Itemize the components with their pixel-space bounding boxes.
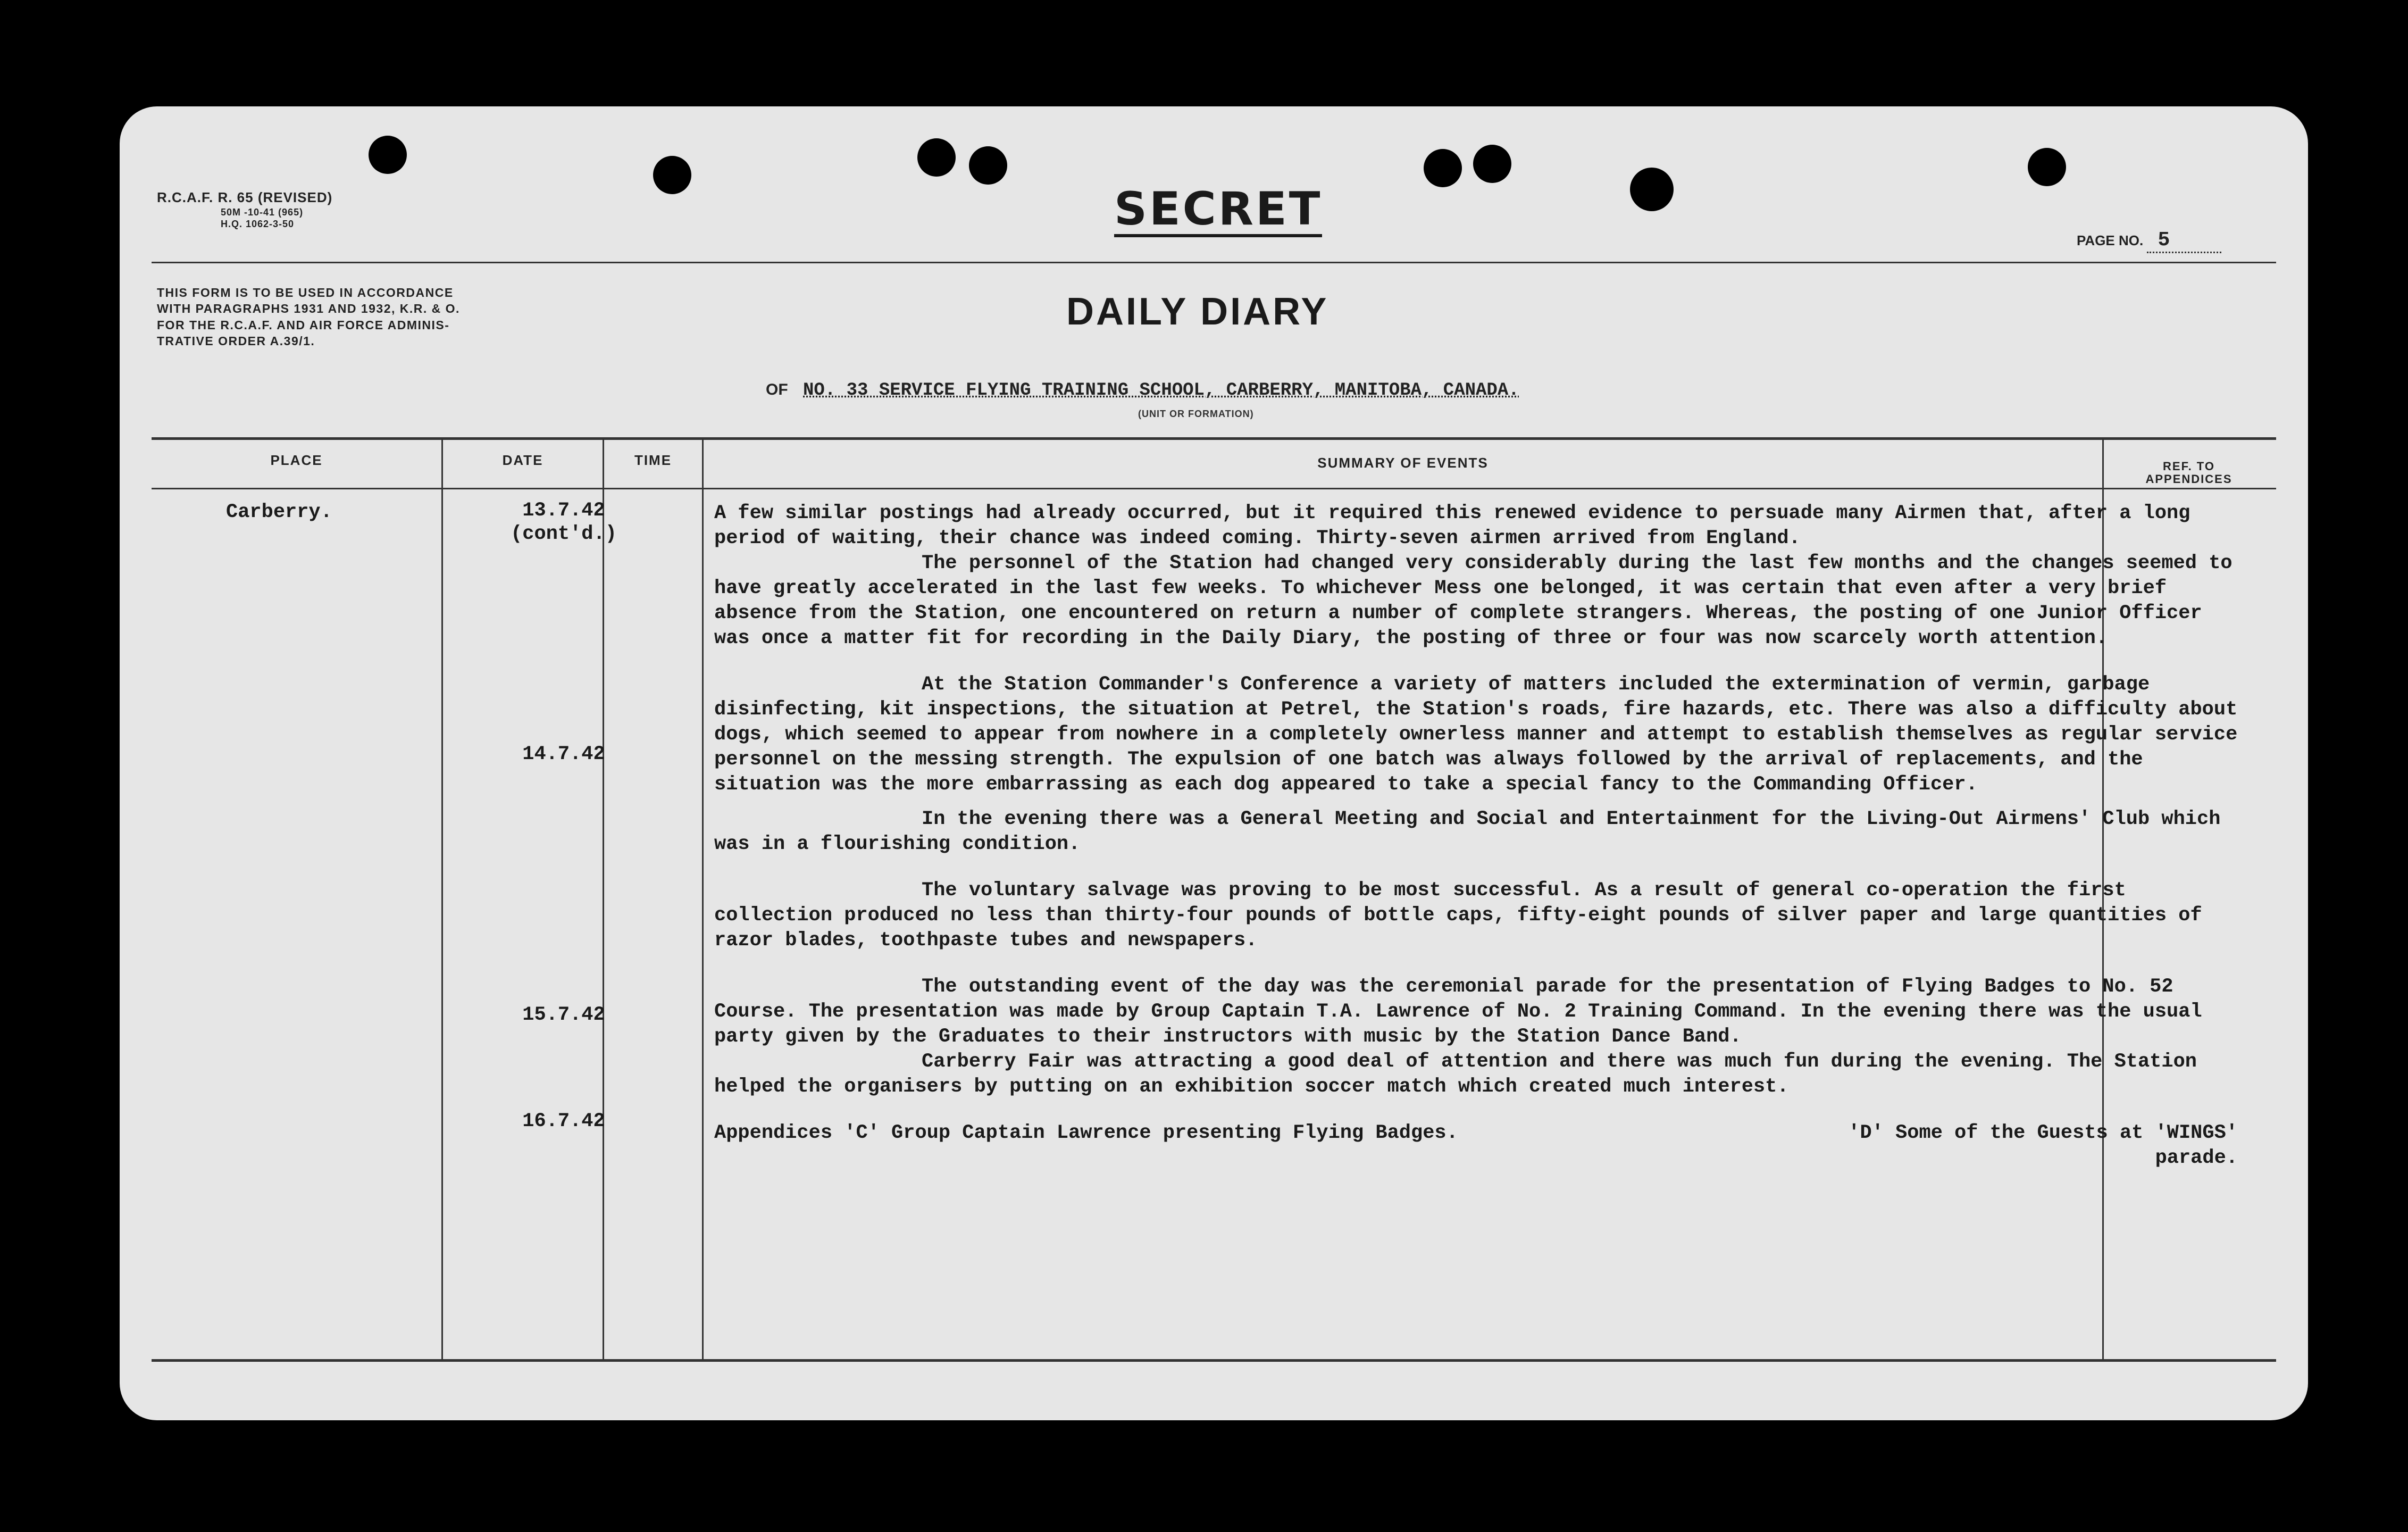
appendix-d-caption: 'D' Some of the Guests at 'WINGS' xyxy=(1848,1122,2238,1144)
punch-hole xyxy=(2028,148,2066,186)
classification-heading: SECRET xyxy=(1114,186,1322,237)
unit-name: NO. 33 SERVICE FLYING TRAINING SCHOOL, CARBERRY, MANITOBA, CANADA. xyxy=(803,380,1519,401)
punch-hole xyxy=(1473,145,1511,183)
column-header-rule xyxy=(152,488,2276,489)
summary-paragraph: In the evening there was a General Meeting and Social and Entertainment for the Living-Out Airmens' Club which was in a flourishing condition. xyxy=(714,808,2221,855)
column-header-ref-line: REF. TO xyxy=(2163,460,2215,473)
form-id-line: R.C.A.F. R. 65 (REVISED) xyxy=(157,189,333,205)
summary-of-events xyxy=(714,501,2238,1171)
date-continued: (cont'd.) xyxy=(511,523,617,545)
appendix-c-caption: Appendices 'C' Group Captain Lawrence presenting Flying Badges. xyxy=(714,1122,1458,1144)
column-divider xyxy=(603,437,604,1360)
page-title: DAILY DIARY xyxy=(1066,290,1329,333)
punch-hole xyxy=(369,136,407,174)
diary-form-card xyxy=(120,106,2308,1420)
page-number xyxy=(2077,229,2221,253)
column-header-place: PLACE xyxy=(270,452,323,468)
summary-paragraph: Carberry Fair was attracting a good deal of attention and there was much fun during the evening. The Station helped the organisers by putting on an exhibition soccer match which created much interest. xyxy=(714,1051,2197,1098)
date-cell: 15.7.42 xyxy=(522,1004,605,1026)
appendices-note xyxy=(714,1121,2238,1146)
form-note-line: TRATIVE ORDER A.39/1. xyxy=(157,334,315,348)
form-id-line: 50M -10-41 (965) xyxy=(221,206,304,218)
date-cell: 16.7.42 xyxy=(522,1110,605,1133)
unit-of-label: OF xyxy=(766,381,788,398)
unit-caption: (UNIT OR FORMATION) xyxy=(1138,409,1254,419)
form-identifier xyxy=(157,189,332,230)
appendix-d-continued: parade. xyxy=(2155,1147,2238,1169)
date-cell: 14.7.42 xyxy=(522,743,605,765)
punch-hole xyxy=(653,156,691,194)
summary-paragraph: The outstanding event of the day was the ceremonial parade for the presentation of Flying Badges to No. 52 Course. The presentation was made by Group Captain T.A. Lawrence of No. 2 Training Command. In the evening there was the usual party given by the Graduates to their instructors with music by the Station Dance Band. xyxy=(714,976,2202,1048)
column-header-summary: SUMMARY OF EVENTS xyxy=(1317,455,1489,471)
punch-hole xyxy=(1424,149,1462,187)
punch-hole xyxy=(969,146,1007,185)
page-number-label: PAGE NO. xyxy=(2077,232,2144,248)
header-rule xyxy=(152,262,2276,263)
summary-paragraph: At the Station Commander's Conference a variety of matters included the extermination of vermin, garbage disinfecting, kit inspections, the situation at Petrel, the Station's roads, fire hazards, etc. There was also a difficulty about dogs, which seemed to appear from nowhere in a completely ownerless manner and attempt to establish themselves as regular service personnel on the messing strength. The expulsion of one batch was always followed by the arrival of replacements, and the situation was the more embarrassing as each dog appeared to take a special fancy to the Commanding Officer. xyxy=(714,673,2238,796)
column-divider xyxy=(441,437,443,1360)
table-top-rule xyxy=(152,437,2276,440)
punch-hole xyxy=(1630,168,1674,211)
column-header-ref-appendices xyxy=(2104,460,2274,486)
column-header-time: TIME xyxy=(634,452,672,468)
punch-hole xyxy=(917,138,956,177)
form-note-line: FOR THE R.C.A.F. AND AIR FORCE ADMINIS- xyxy=(157,318,450,332)
column-divider xyxy=(702,437,704,1360)
form-usage-note xyxy=(157,285,561,349)
summary-paragraph: The personnel of the Station had changed very considerably during the last few months and the changes seemed to have greatly accelerated in the last few weeks. To whichever Mess one belonged, it was certain that even after a very brief absence from the Station, one encountered on return a number of complete strangers. Whereas, the posting of one Junior Officer was once a matter fit for recording in the Daily Diary, the posting of three or four was now scarcely worth attention. xyxy=(714,552,2233,650)
date-value: 13.7.42 xyxy=(522,499,605,522)
column-header-ref-line: APPENDICES xyxy=(2145,472,2233,486)
unit-line xyxy=(766,380,1519,401)
place-cell: Carberry. xyxy=(226,501,332,523)
form-note-line: THIS FORM IS TO BE USED IN ACCORDANCE xyxy=(157,286,454,299)
date-cell xyxy=(473,499,654,546)
summary-paragraph: A few similar postings had already occurred, but it required this renewed evidence to persuade many Airmen that, after a long period of waiting, their chance was indeed coming. Thirty-seven airmen arrived from England. xyxy=(714,502,2190,549)
table-bottom-rule xyxy=(152,1359,2276,1362)
page-number-value: 5 xyxy=(2147,229,2221,253)
summary-paragraph: The voluntary salvage was proving to be most successful. As a result of general co-operation the first collection produced no less than thirty-four pounds of bottle caps, fifty-eight pounds of silver paper and large quantities of razor blades, toothpaste tubes and newspapers. xyxy=(714,879,2202,952)
column-header-date: DATE xyxy=(502,452,544,468)
form-note-line: WITH PARAGRAPHS 1931 AND 1932, K.R. & O. xyxy=(157,302,460,316)
form-id-line: H.Q. 1062-3-50 xyxy=(221,219,295,229)
